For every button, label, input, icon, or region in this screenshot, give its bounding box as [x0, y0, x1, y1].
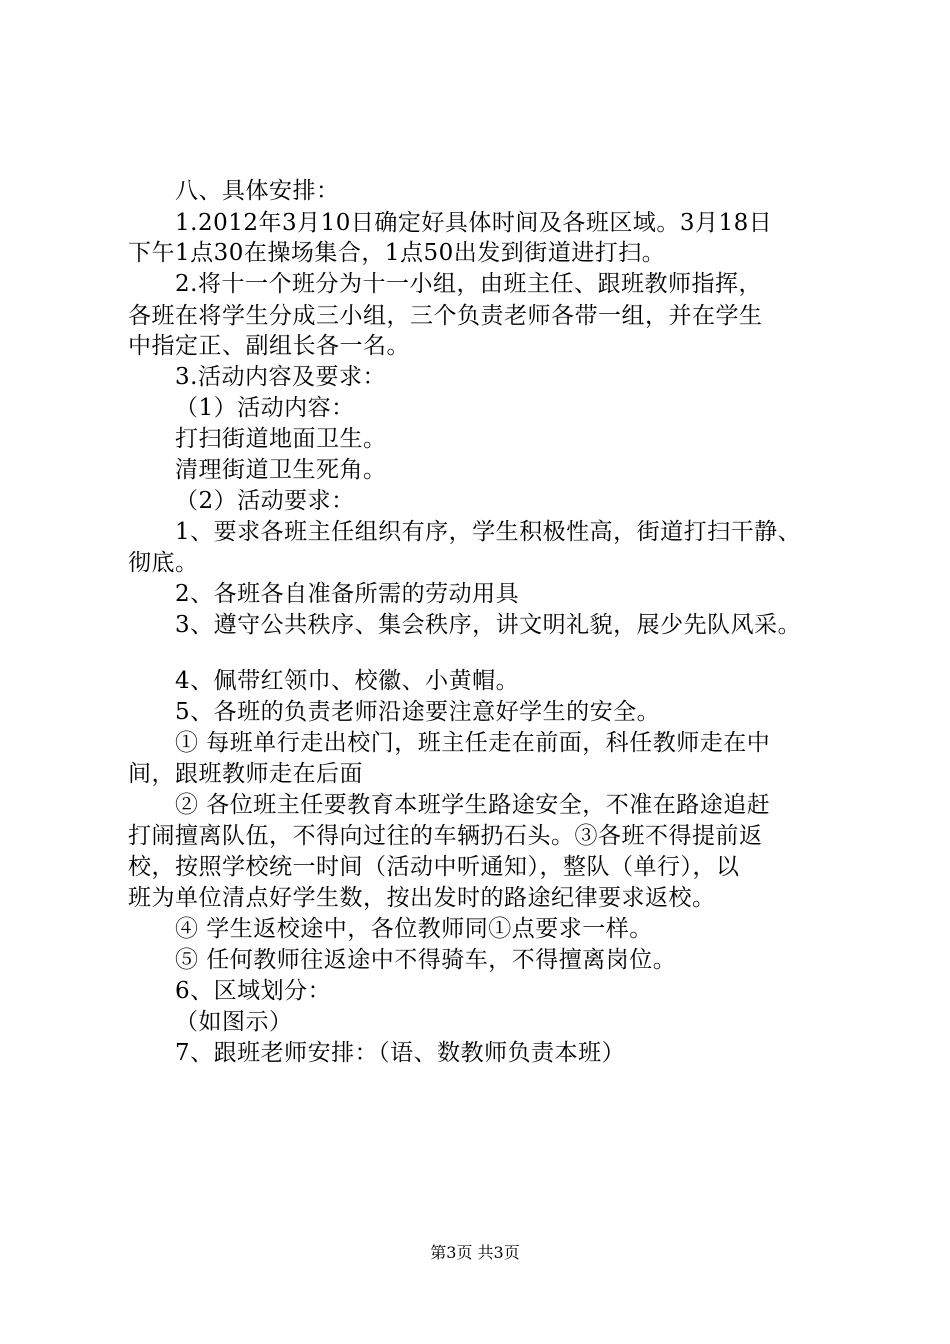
text-line: 5、各班的负责老师沿途要注意好学生的安全。	[175, 699, 661, 725]
subsection-heading: 3.活动内容及要求：	[175, 364, 386, 390]
text-line: 班为单位清点好学生数，按出发时的路途纪律要求返校。	[128, 885, 716, 911]
text-line: 打闹擅离队伍，不得向过往的车辆扔石头。③各班不得提前返	[128, 823, 763, 849]
text-line: （如图示）	[175, 1009, 293, 1035]
text-line: ① 每班单行走出校门，班主任走在前面，科任教师走在中	[175, 730, 771, 756]
text-line: 清理街道卫生死角。	[175, 457, 387, 483]
text-line: 校，按照学校统一时间（活动中听通知），整队（单行），以	[128, 854, 740, 880]
section-heading: 八、具体安排：	[175, 178, 340, 204]
text-line: 3、遵守公共秩序、集会秩序，讲文明礼貌，展少先队风采。	[175, 612, 802, 638]
subsection-heading: （2）活动要求：	[175, 488, 355, 514]
text-line: 1.2012年3月10日确定好具体时间及各班区域。3月18日	[175, 210, 773, 236]
page-number: 第3页 共3页	[430, 1243, 520, 1262]
text-line: ② 各位班主任要教育本班学生路途安全，不准在路途追赶	[175, 792, 771, 818]
text-line: ④ 学生返校途中，各位教师同①点要求一样。	[175, 916, 653, 942]
text-line: 2、各班各自准备所需的劳动用具	[175, 581, 520, 607]
text-line: 各班在将学生分成三小组，三个负责老师各带一组，并在学生	[128, 303, 763, 329]
text-line: 4、佩带红领巾、校徽、小黄帽。	[175, 668, 520, 694]
text-line: 1、要求各班主任组织有序，学生积极性高，街道打扫干静、	[175, 519, 802, 545]
text-line: 打扫街道地面卫生。	[175, 426, 387, 452]
text-line: 下午1点30在操场集合，1点50出发到街道进打扫。	[128, 240, 666, 266]
text-line: 中指定正、副组长各一名。	[128, 333, 410, 359]
subsection-heading: （1）活动内容：	[175, 395, 355, 421]
text-line: 彻底。	[128, 550, 199, 576]
text-line: 2.将十一个班分为十一小组，由班主任、跟班教师指挥，	[175, 271, 762, 297]
text-line: ⑤ 任何教师往返途中不得骑车，不得擅离岗位。	[175, 947, 677, 973]
text-line: 6、区域划分：	[175, 978, 332, 1004]
text-line: 7、跟班老师安排：（语、数教师负责本班）	[175, 1040, 626, 1066]
text-line: 间，跟班教师走在后面	[128, 761, 363, 787]
